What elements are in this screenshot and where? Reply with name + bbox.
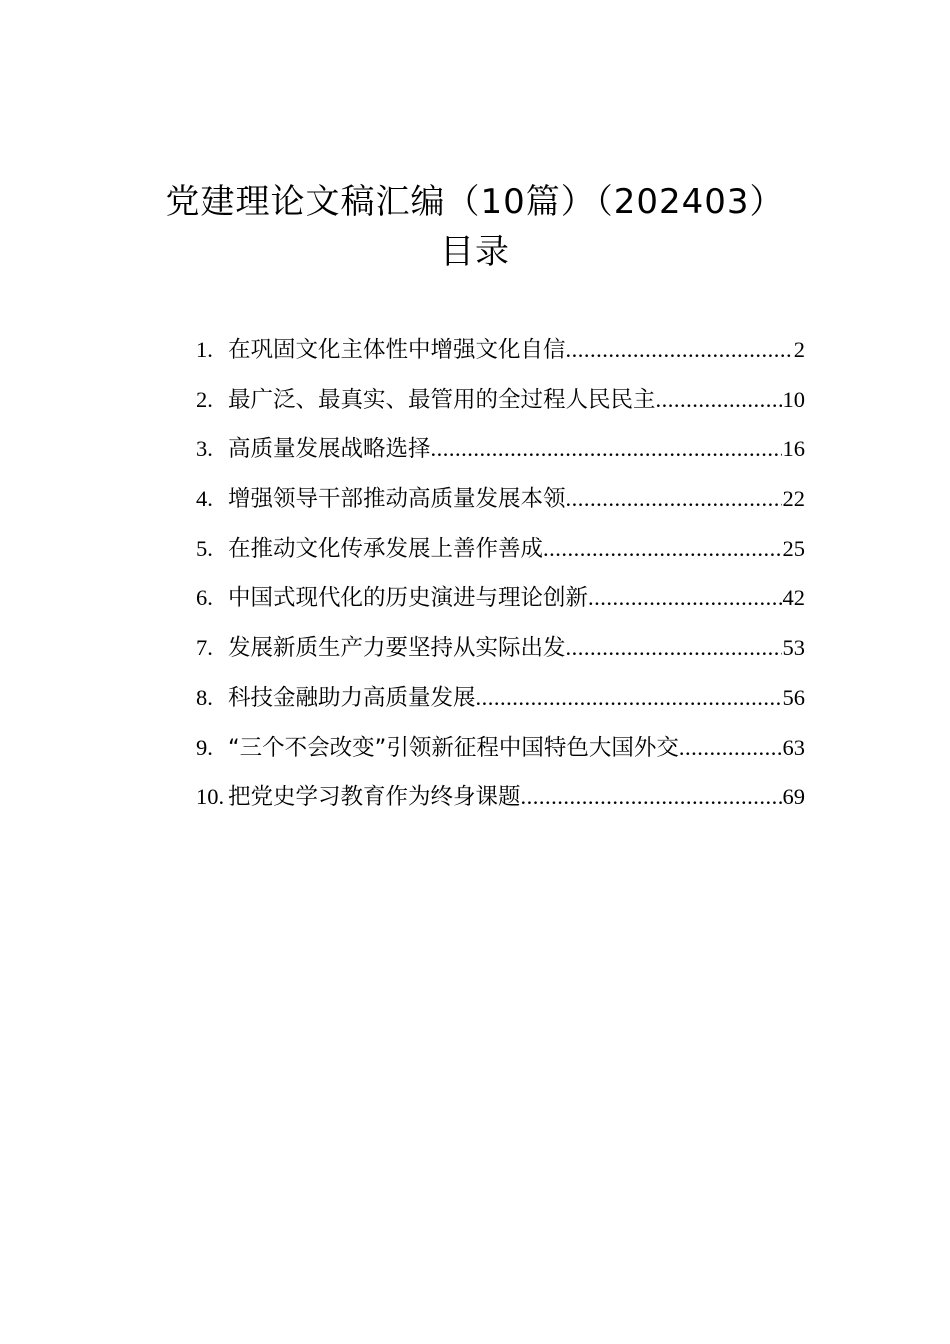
- toc-item-page: 10: [782, 386, 805, 412]
- toc-dot-leader: [656, 380, 782, 420]
- toc-item-6[interactable]: [196, 578, 805, 628]
- toc-item-1[interactable]: [196, 330, 805, 380]
- toc-item-7[interactable]: [196, 628, 805, 678]
- toc-dot-leader: [543, 529, 781, 569]
- toc-item-title: 把党史学习教育作为终身课题: [228, 784, 521, 811]
- toc-item-number: 10.: [196, 784, 225, 810]
- toc-dot-leader: [679, 728, 782, 768]
- toc-dot-leader: [566, 330, 793, 370]
- toc-item-page: 63: [782, 734, 805, 760]
- toc-item-3[interactable]: [196, 429, 805, 479]
- toc-item-2[interactable]: [196, 380, 805, 430]
- toc-item-title: 在巩固文化主体性中增强文化自信: [228, 337, 566, 363]
- toc-item-page: 69: [782, 784, 805, 810]
- toc-item-page: 25: [782, 535, 805, 561]
- document-title: 党建理论文稿汇编（10篇）（202403）: [165, 182, 785, 222]
- toc-item-9[interactable]: [196, 728, 805, 778]
- toc-item-5[interactable]: [196, 529, 805, 579]
- toc-item-4[interactable]: [196, 479, 805, 529]
- toc-item-title: 在推动文化传承发展上善作善成: [228, 535, 544, 562]
- toc-heading: 目录: [440, 232, 510, 272]
- toc-item-number: 2.: [196, 386, 213, 412]
- toc-item-number: 3.: [196, 436, 213, 462]
- toc-dot-leader: [431, 429, 782, 469]
- toc-item-number: 8.: [196, 684, 213, 710]
- toc-dot-leader: [566, 479, 782, 519]
- toc-item-title: 科技金融助力高质量发展: [228, 684, 476, 711]
- table-of-contents: [196, 330, 805, 827]
- toc-item-title: 高质量发展战略选择: [228, 436, 431, 463]
- toc-item-number: 1.: [196, 337, 213, 362]
- toc-item-title: 最广泛、最真实、最管用的全过程人民民主: [228, 386, 656, 413]
- toc-item-number: 9.: [196, 734, 213, 760]
- toc-item-title: 发展新质生产力要坚持从实际出发: [228, 635, 566, 662]
- toc-dot-leader: [566, 628, 782, 668]
- toc-item-10[interactable]: [196, 777, 805, 827]
- toc-item-number: 6.: [196, 585, 213, 611]
- toc-item-title: 增强领导干部推动高质量发展本领: [228, 486, 566, 513]
- toc-dot-leader: [476, 678, 782, 718]
- toc-item-page: 16: [782, 436, 805, 462]
- toc-item-title: “三个不会改变”引领新征程中国特色大国外交: [228, 734, 679, 761]
- toc-item-page: 56: [782, 684, 805, 710]
- toc-dot-leader: [521, 777, 782, 817]
- toc-item-title: 中国式现代化的历史演进与理论创新: [228, 585, 589, 612]
- toc-item-page: 22: [782, 486, 805, 512]
- toc-item-page: 42: [782, 585, 805, 611]
- toc-item-8[interactable]: [196, 678, 805, 728]
- toc-item-number: 5.: [196, 535, 213, 561]
- toc-item-page: 53: [782, 635, 805, 661]
- toc-item-number: 4.: [196, 486, 213, 512]
- toc-dot-leader: [588, 578, 781, 618]
- toc-item-page: 2: [793, 337, 805, 362]
- toc-item-number: 7.: [196, 635, 213, 661]
